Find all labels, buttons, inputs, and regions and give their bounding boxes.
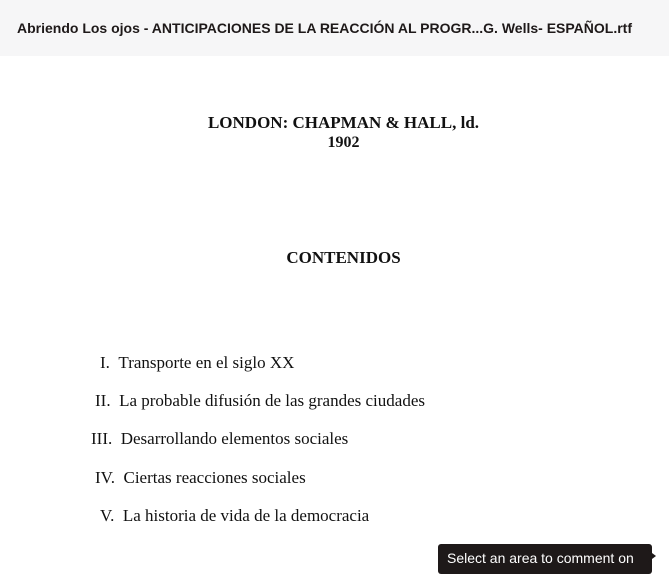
file-name-title: Abriendo Los ojos - ANTICIPACIONES DE LA REACCIÓN AL PROGR...G. Wells- ESPAÑOL.rtf	[17, 20, 632, 36]
publication-year: 1902	[327, 134, 360, 151]
toc-item	[91, 428, 348, 449]
tooltip-pointer	[648, 550, 656, 562]
comment-tooltip: Select an area to comment on	[438, 544, 652, 574]
toc-item-number: V.	[100, 506, 115, 525]
toc-item-number: IV.	[95, 468, 115, 487]
toc-item-title: Desarrollando elementos sociales	[120, 429, 349, 448]
toc-item-title: La historia de vida de la democracia	[122, 506, 370, 525]
toc-item	[100, 352, 294, 373]
document-preview[interactable]	[0, 56, 669, 561]
toc-item-number: III.	[91, 429, 113, 448]
contents-heading: CONTENIDOS	[286, 248, 401, 267]
file-title-bar	[0, 0, 669, 56]
toc-item-title: Transporte en el siglo XX	[118, 353, 295, 372]
toc-item	[95, 390, 425, 411]
publisher-line: LONDON: CHAPMAN & HALL, ld.	[207, 113, 480, 132]
toc-item-title: Ciertas reacciones sociales	[123, 468, 306, 487]
toc-item-number: I.	[100, 353, 110, 372]
toc-item	[95, 467, 306, 488]
toc-item-title: La probable difusión de las grandes ciudades	[119, 391, 425, 410]
toc-item-number: II.	[95, 391, 111, 410]
toc-item	[100, 505, 369, 526]
